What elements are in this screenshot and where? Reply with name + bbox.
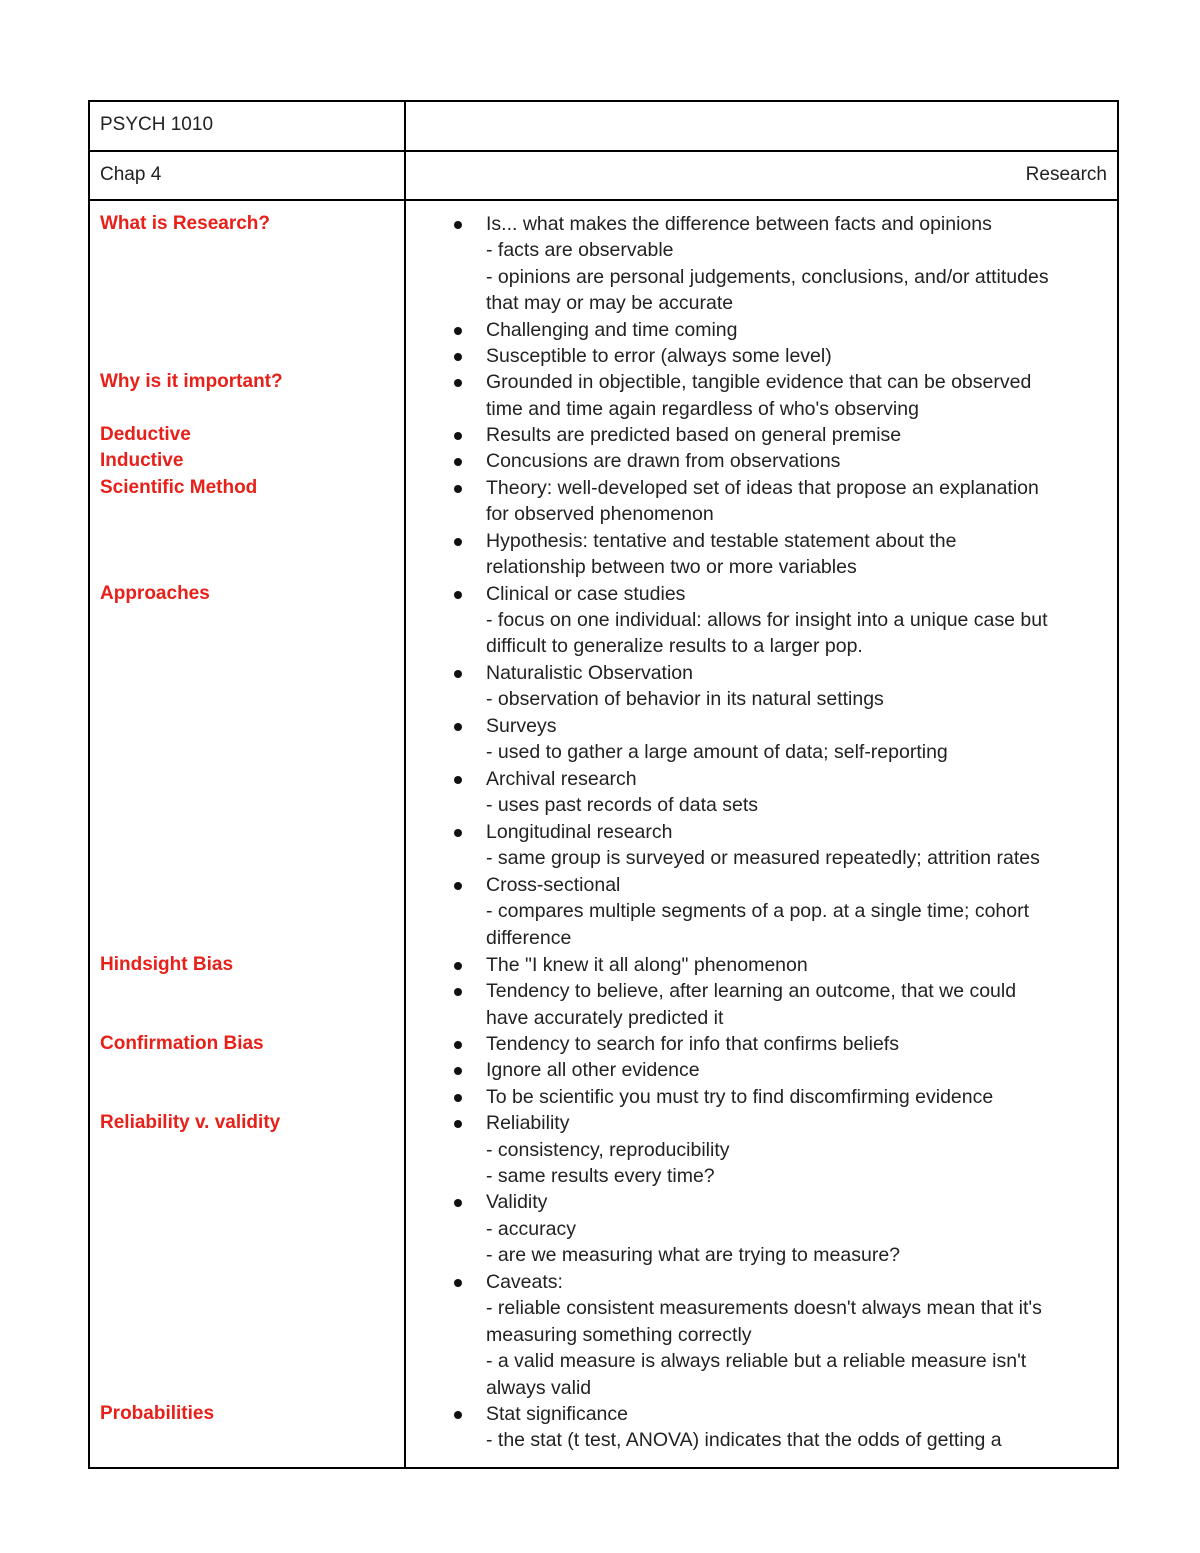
term-deductive: Deductive [100, 424, 191, 445]
chapter-row [90, 152, 1117, 201]
bullet-icon [454, 327, 462, 335]
note-line: Hypothesis: tentative and testable statement about the [486, 530, 957, 552]
bullet-icon [454, 829, 462, 837]
course-cell: PSYCH 1010 [90, 102, 406, 150]
note-line: - observation of behavior in its natural settings [486, 688, 884, 710]
notes-table [88, 100, 1119, 1469]
note-line: Ignore all other evidence [486, 1059, 700, 1081]
note-line: for observed phenomenon [486, 503, 714, 525]
term-inductive: Inductive [100, 450, 184, 471]
note-line: Archival research [486, 768, 637, 790]
term-approaches: Approaches [100, 583, 210, 604]
note-line: - are we measuring what are trying to measure? [486, 1244, 901, 1266]
note-line: Theory: well-developed set of ideas that propose an explanation [486, 477, 1039, 499]
note-line: Results are predicted based on general premise [486, 424, 902, 446]
note-line: - a valid measure is always reliable but a reliable measure isn't [486, 1350, 1027, 1372]
term-scientific-method: Scientific Method [100, 477, 258, 498]
bullet-icon [454, 538, 462, 546]
bullet-icon [454, 591, 462, 599]
note-line: Naturalistic Observation [486, 662, 693, 684]
note-line: Surveys [486, 715, 557, 737]
note-line: relationship between two or more variables [486, 556, 857, 578]
note-line: Grounded in objectible, tangible evidence that can be observed [486, 371, 1032, 393]
note-line: Clinical or case studies [486, 583, 686, 605]
bullet-icon [454, 353, 462, 361]
header-row [90, 102, 1117, 152]
note-line: difficult to generalize results to a larger pop. [486, 635, 863, 657]
note-line: - reliable consistent measurements doesn't always mean that it's [486, 1297, 1042, 1319]
note-line: To be scientific you must try to find discomfirming evidence [486, 1086, 994, 1108]
note-line: - same group is surveyed or measured repeatedly; attrition rates [486, 847, 1040, 869]
notes-column [406, 201, 1117, 1467]
note-line: Concusions are drawn from observations [486, 450, 841, 472]
note-line: time and time again regardless of who's observing [486, 398, 919, 420]
term-confirmation-bias: Confirmation Bias [100, 1033, 264, 1054]
note-line: Reliability [486, 1112, 570, 1134]
note-line: - same results every time? [486, 1165, 715, 1187]
bullet-icon [454, 1411, 462, 1419]
note-line: measuring something correctly [486, 1324, 752, 1346]
term-reliability-validity: Reliability v. validity [100, 1112, 281, 1133]
note-line: Stat significance [486, 1403, 628, 1425]
topic-cell: Research [1025, 164, 1107, 185]
bullet-icon [454, 458, 462, 466]
note-line: - opinions are personal judgements, conclusions, and/or attitudes [486, 266, 1049, 288]
note-line: - accuracy [486, 1218, 576, 1240]
bullet-icon [454, 432, 462, 440]
note-line: - uses past records of data sets [486, 794, 759, 816]
note-line: difference [486, 927, 572, 949]
term-hindsight-bias: Hindsight Bias [100, 954, 234, 975]
note-line: - the stat (t test, ANOVA) indicates that the odds of getting a [486, 1429, 1002, 1451]
note-line: - focus on one individual: allows for insight into a unique case but [486, 609, 1048, 631]
note-line: - facts are observable [486, 239, 674, 261]
term-probabilities: Probabilities [100, 1403, 215, 1424]
bullet-icon [454, 776, 462, 784]
bullet-icon [454, 1199, 462, 1207]
note-line: The "I knew it all along" phenomenon [486, 954, 808, 976]
bullet-icon [454, 1067, 462, 1075]
bullet-icon [454, 882, 462, 890]
empty-header-cell [406, 102, 1117, 150]
note-line: Tendency to search for info that confirms beliefs [486, 1033, 899, 1055]
bullet-icon [454, 1094, 462, 1102]
bullet-icon [454, 962, 462, 970]
bullet-icon [454, 221, 462, 229]
note-line: Caveats: [486, 1271, 563, 1293]
note-line: - compares multiple segments of a pop. at a single time; cohort [486, 900, 1030, 922]
note-line: - used to gather a large amount of data; self-reporting [486, 741, 948, 763]
chapter-cell: Chap 4 [90, 152, 406, 199]
note-line: Is... what makes the difference between facts and opinions [486, 213, 992, 235]
bullet-icon [454, 670, 462, 678]
note-line: always valid [486, 1377, 592, 1399]
terms-column [90, 201, 406, 1467]
note-line: Cross-sectional [486, 874, 621, 896]
note-line: Challenging and time coming [486, 319, 738, 341]
bullet-icon [454, 1120, 462, 1128]
bullet-icon [454, 1279, 462, 1287]
note-line: - consistency, reproducibility [486, 1139, 730, 1161]
note-line: that may or may be accurate [486, 292, 734, 314]
note-line: Tendency to believe, after learning an outcome, that we could [486, 980, 1017, 1002]
note-line: have accurately predicted it [486, 1007, 724, 1029]
bullet-icon [454, 379, 462, 387]
bullet-icon [454, 988, 462, 996]
bullet-icon [454, 1041, 462, 1049]
note-line: Susceptible to error (always some level) [486, 345, 832, 367]
bullet-icon [454, 485, 462, 493]
notes-body-row [90, 201, 1117, 1467]
term-what-is-research: What is Research? [100, 213, 270, 234]
note-line: Validity [486, 1191, 548, 1213]
note-line: Longitudinal research [486, 821, 673, 843]
term-why-important: Why is it important? [100, 371, 283, 392]
bullet-icon [454, 723, 462, 731]
